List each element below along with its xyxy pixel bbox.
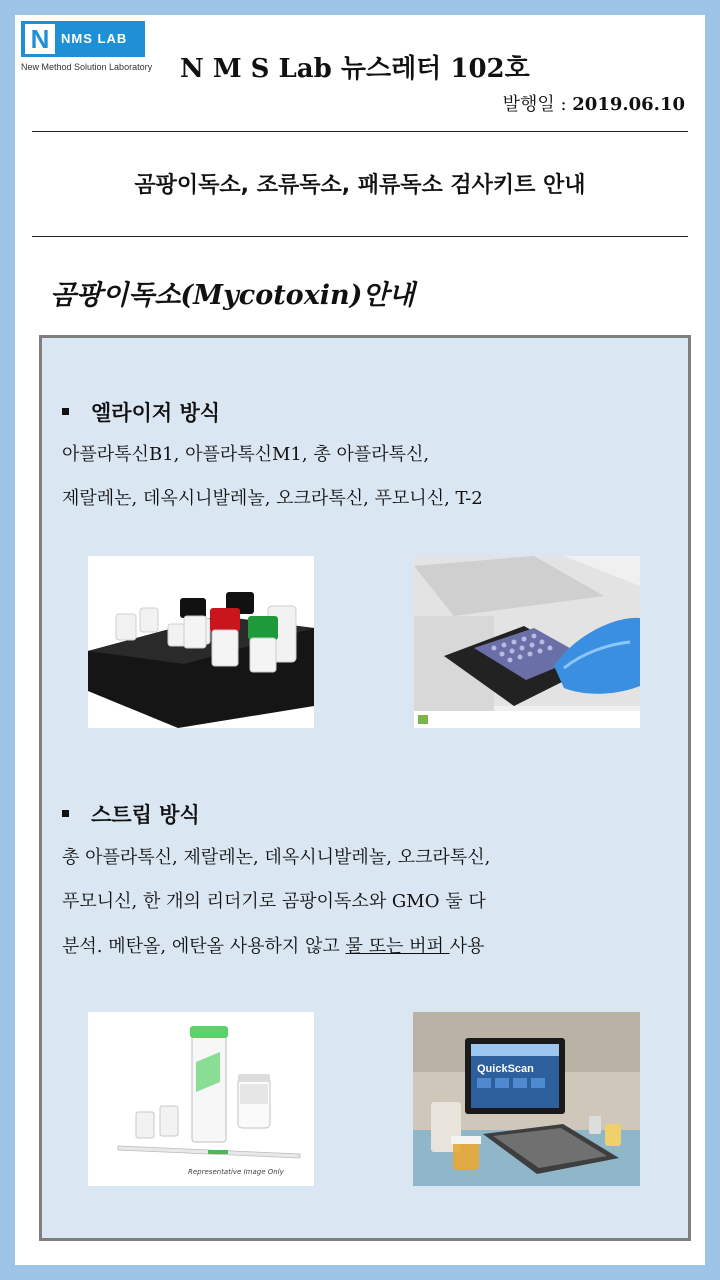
elisa-heading-text: 엘라이저 방식 xyxy=(91,400,221,425)
logo-tagline: New Method Solution Laboratory xyxy=(21,62,153,72)
bullet-icon xyxy=(62,408,69,415)
elisa-line-2: 제랄레논, 데옥시니발레놀, 오크라톡신, 푸모니신, T-2 xyxy=(62,488,483,509)
issue-date xyxy=(503,92,685,118)
strip-line-3b: 사용 xyxy=(449,936,485,957)
strip-heading xyxy=(62,800,200,830)
strip-line-1: 총 아플라톡신, 제랄레논, 데옥시니발레놀, 오크라톡신, xyxy=(62,847,491,868)
newsletter-subject: 곰팡이독소, 조류독소, 패류독소 검사키트 안내 xyxy=(134,173,586,198)
issue-date-label: 발행일 : xyxy=(502,94,573,115)
reader-brand: QuickScan xyxy=(477,1063,534,1075)
logo-name: NMS LAB xyxy=(61,31,128,46)
elisa-kit-image xyxy=(88,556,314,728)
elisa-line-1: 아플라톡신B1, 아플라톡신M1, 총 아플라톡신, xyxy=(62,444,430,465)
strip-kit-image xyxy=(88,1012,314,1186)
strip-line-3a: 분석. 메탄올, 에탄올 사용하지 않고 xyxy=(62,936,346,957)
issue-date-value: 2019.06.10 xyxy=(572,94,685,115)
bullet-icon xyxy=(62,810,69,817)
logo-badge xyxy=(21,21,145,57)
strip-heading-text: 스트립 방식 xyxy=(91,802,200,827)
divider-top xyxy=(32,131,688,132)
content-panel xyxy=(39,335,691,1241)
logo-mark: N xyxy=(25,24,55,54)
elisa-reader-image xyxy=(414,556,640,728)
strip-line-2: 푸모니신, 한 개의 리더기로 곰팡이독소와 GMO 둘 다 xyxy=(62,891,486,912)
divider-bottom xyxy=(32,236,688,237)
strip-reader-image xyxy=(413,1012,640,1186)
newsletter-title: N M S Lab 뉴스레터 102호 xyxy=(180,54,530,84)
nms-lab-logo xyxy=(21,21,153,79)
strip-line-3 xyxy=(62,933,484,961)
elisa-heading xyxy=(62,398,220,428)
section-title: 곰팡이독소(Mycotoxin)안내 xyxy=(50,280,415,311)
kit-caption: Representative Image Only xyxy=(188,1168,284,1176)
strip-line-3-underlined: 물 또는 버퍼 xyxy=(345,936,450,957)
